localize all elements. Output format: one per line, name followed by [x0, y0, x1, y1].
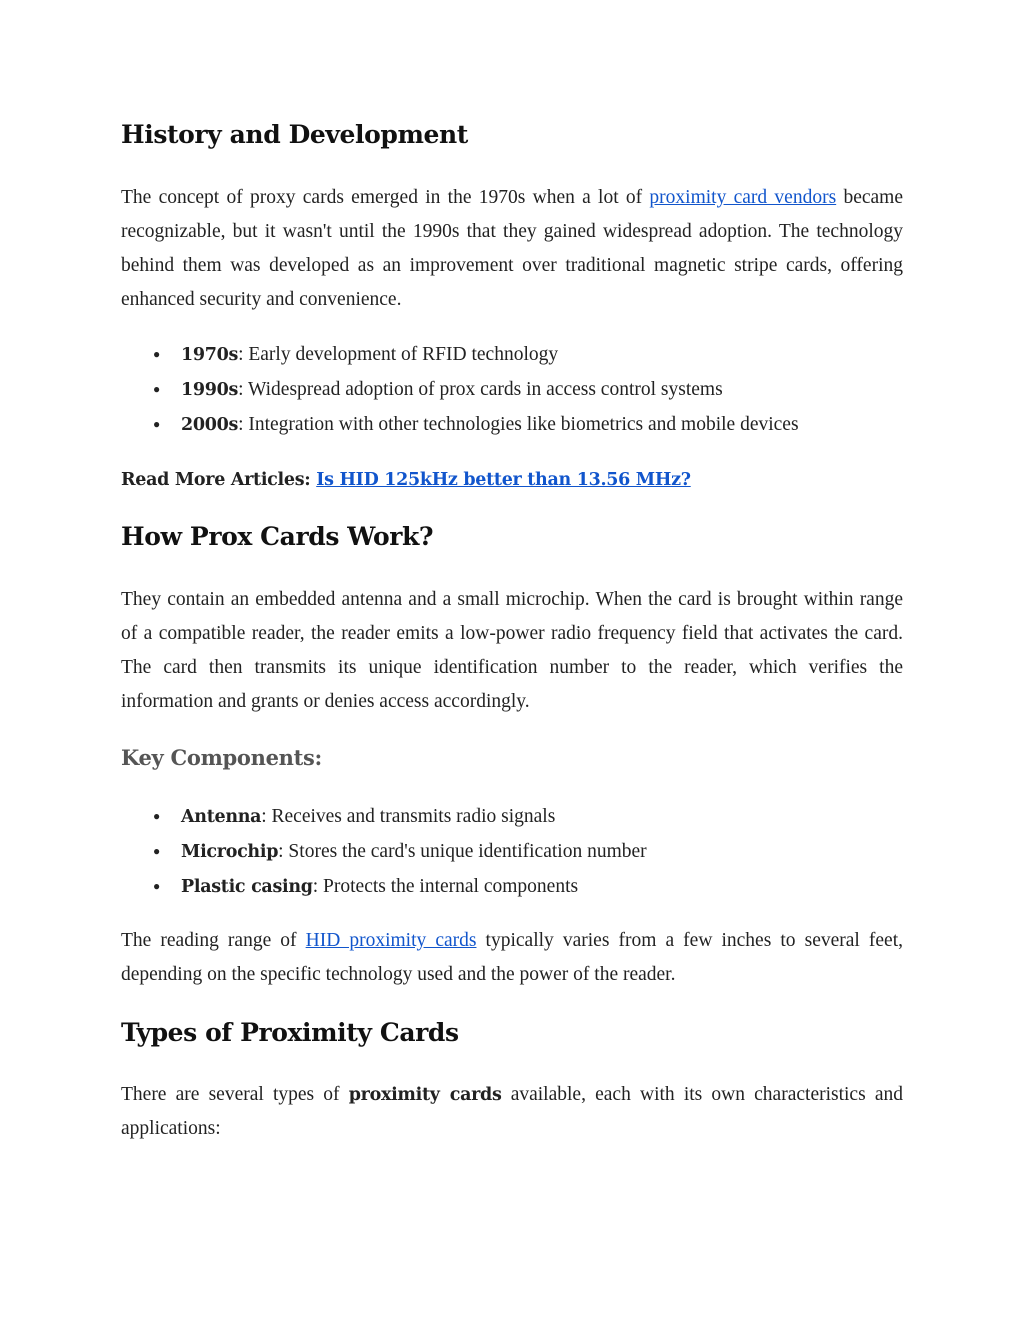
list-item	[121, 869, 903, 904]
component-term: Microchip	[181, 842, 279, 862]
components-list	[121, 799, 903, 904]
link-proximity-card-vendors[interactable]: proximity card vendors	[649, 187, 837, 208]
timeline-desc: : Widespread adoption of prox cards in access control systems	[238, 379, 723, 400]
component-desc: : Protects the internal components	[312, 876, 579, 897]
component-desc: : Receives and transmits radio signals	[261, 806, 556, 827]
component-term: Antenna	[181, 807, 262, 827]
timeline-desc: : Early development of RFID technology	[238, 344, 559, 365]
history-text-end: became recognizable, but it wasn't until the 1990s that they gained widespread adoption. The technology behind them was developed as an improvement over traditional magnetic stripe cards, offering enhanced security and convenience.	[121, 187, 903, 310]
bullet-icon: ●	[153, 879, 161, 893]
reading-range-paragraph	[121, 924, 903, 992]
history-paragraph	[121, 181, 903, 317]
bullet-icon: ●	[153, 347, 161, 361]
component-desc: : Stores the card's unique identification number	[278, 841, 647, 862]
heading-how-prox-cards-work: How Prox Cards Work?	[121, 522, 434, 551]
types-text-start: There are several types of	[121, 1084, 349, 1105]
types-paragraph	[121, 1078, 903, 1146]
timeline-term: 2000s	[181, 415, 239, 435]
heading-history-and-development: History and Development	[121, 120, 468, 149]
types-text-end: available, each with its own characteristics and applications:	[121, 1084, 903, 1139]
heading-key-components: Key Components:	[121, 745, 322, 770]
component-term: Plastic casing	[181, 877, 313, 897]
list-item	[121, 834, 903, 869]
list-item	[121, 372, 903, 407]
timeline-term: 1970s	[181, 345, 239, 365]
list-item	[121, 407, 903, 442]
history-text-start: The concept of proxy cards emerged in the 1970s when a lot of	[121, 187, 650, 208]
list-item	[121, 799, 903, 834]
range-text-end: typically varies from a few inches to several feet, depending on the specific technology used and the power of the reader.	[121, 930, 903, 985]
timeline-desc: : Integration with other technologies like biometrics and mobile devices	[238, 414, 799, 435]
read-more-label: Read More Articles:	[121, 470, 311, 490]
bullet-icon: ●	[153, 844, 161, 858]
timeline-list	[121, 337, 903, 442]
bullet-icon: ●	[153, 382, 161, 396]
how-it-works-paragraph: They contain an embedded antenna and a small microchip. When the card is brought within range of a compatible reader, the reader emits a low-power radio frequency field that activates the card. The card then transmits its unique identification number to the reader, which verifies the information and grants or denies access accordingly.	[121, 589, 903, 712]
link-hid-125khz-article[interactable]: Is HID 125kHz better than 13.56 MHz?	[316, 470, 691, 490]
bullet-icon: ●	[153, 809, 161, 823]
timeline-term: 1990s	[181, 380, 239, 400]
bullet-icon: ●	[153, 417, 161, 431]
list-item	[121, 337, 903, 372]
heading-types-of-proximity-cards: Types of Proximity Cards	[121, 1018, 459, 1047]
range-text-start: The reading range of	[121, 930, 306, 951]
read-more-articles	[121, 465, 691, 495]
link-hid-proximity-cards[interactable]: HID proximity cards	[305, 930, 477, 951]
types-bold-term: proximity cards	[348, 1085, 502, 1105]
